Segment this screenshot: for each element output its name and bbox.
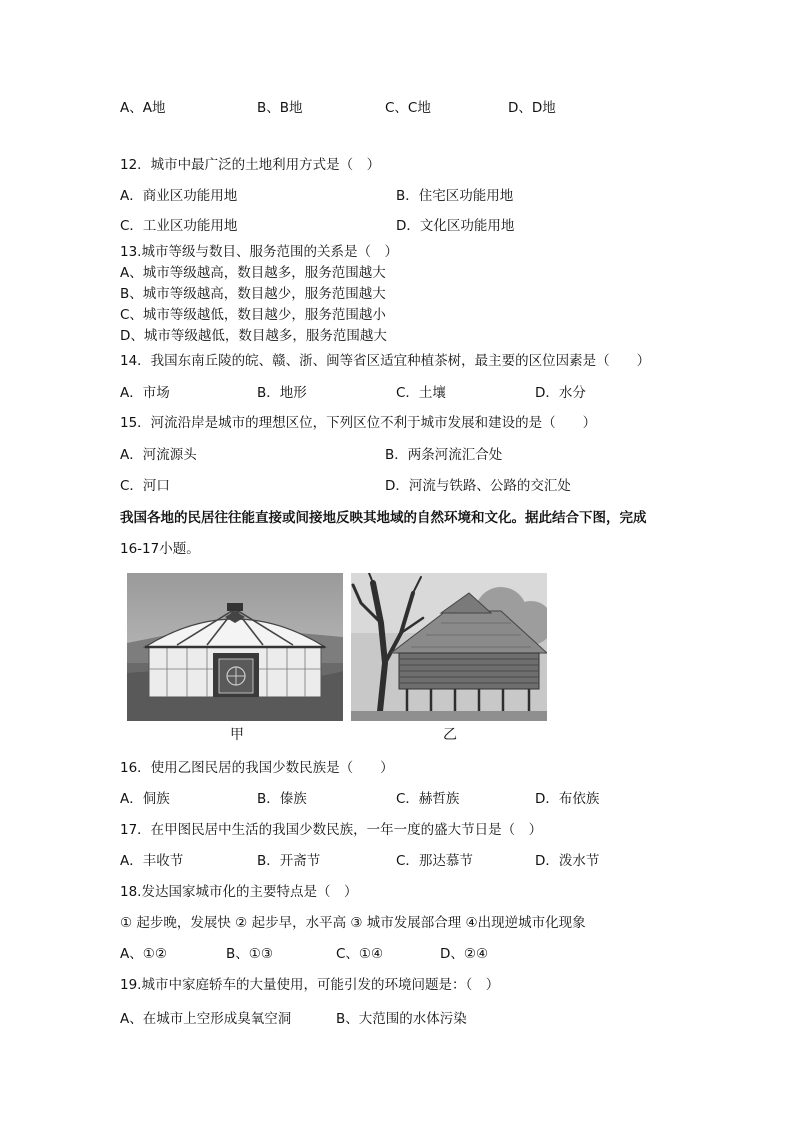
q16-stem: 16．使用乙图民居的我国少数民族是（ ） bbox=[120, 760, 394, 776]
q14-option-c: C．土壤 bbox=[396, 385, 446, 401]
q16-option-a: A．侗族 bbox=[120, 791, 170, 807]
q18-option-a: A、①② bbox=[120, 946, 167, 962]
q12-option-d: D．文化区功能用地 bbox=[396, 218, 515, 234]
caption-yi: 乙 bbox=[443, 727, 457, 743]
q17-option-c: C．那达慕节 bbox=[396, 853, 473, 869]
yurt-photo bbox=[127, 573, 343, 721]
q16-option-c: C．赫哲族 bbox=[396, 791, 460, 807]
q13-stem: 13.城市等级与数目、服务范围的关系是（ ） bbox=[120, 244, 398, 260]
q12-option-b: B．住宅区功能用地 bbox=[396, 188, 514, 204]
intro-line-1: 我国各地的民居往往能直接或间接地反映其地域的自然环境和文化。据此结合下图，完成 bbox=[120, 510, 647, 526]
q13-option-d: D、城市等级越低，数目越多，服务范围越大 bbox=[120, 328, 387, 344]
q17-option-d: D．泼水节 bbox=[535, 853, 600, 869]
q14-option-a: A．市场 bbox=[120, 385, 170, 401]
q12-option-a: A．商业区功能用地 bbox=[120, 188, 238, 204]
q15-option-b: B．两条河流汇合处 bbox=[385, 447, 503, 463]
q19-option-b: B、大范围的水体污染 bbox=[336, 1011, 467, 1027]
q18-option-b: B、①③ bbox=[226, 946, 273, 962]
q14-option-b: B．地形 bbox=[257, 385, 307, 401]
q16-option-b: B．傣族 bbox=[257, 791, 307, 807]
q18-statements: ① 起步晚，发展快 ② 起步早，水平高 ③ 城市发展部合理 ④出现逆城市化现象 bbox=[120, 915, 586, 931]
stilt-house-photo bbox=[351, 573, 547, 721]
q13-option-a: A、城市等级越高，数目越多，服务范围越大 bbox=[120, 265, 386, 281]
q13-option-c: C、城市等级越低，数目越少，服务范围越小 bbox=[120, 307, 386, 323]
q17-stem: 17．在甲图民居中生活的我国少数民族，一年一度的盛大节日是（ ） bbox=[120, 822, 543, 838]
q15-option-c: C．河口 bbox=[120, 478, 170, 494]
q19-option-a: A、在城市上空形成臭氧空洞 bbox=[120, 1011, 292, 1027]
q13-option-b: B、城市等级越高，数目越少，服务范围越大 bbox=[120, 286, 386, 302]
q12-option-c: C．工业区功能用地 bbox=[120, 218, 238, 234]
q12-stem: 12．城市中最广泛的土地利用方式是（ ） bbox=[120, 157, 381, 173]
q11-option-c: C、C地 bbox=[385, 100, 431, 116]
q15-option-d: D．河流与铁路、公路的交汇处 bbox=[385, 478, 571, 494]
caption-jia: 甲 bbox=[230, 727, 244, 743]
intro-line-2: 16-17小题。 bbox=[120, 541, 200, 557]
q16-option-d: D．布依族 bbox=[535, 791, 600, 807]
q14-stem: 14．我国东南丘陵的皖、赣、浙、闽等省区适宜种植茶树，最主要的区位因素是（ ） bbox=[120, 353, 651, 369]
q14-option-d: D．水分 bbox=[535, 385, 586, 401]
q19-stem: 19.城市中家庭轿车的大量使用，可能引发的环境问题是：（ ） bbox=[120, 977, 500, 993]
q15-stem: 15．河流沿岸是城市的理想区位，下列区位不利于城市发展和建设的是（ ） bbox=[120, 415, 597, 431]
q18-stem: 18.发达国家城市化的主要特点是（ ） bbox=[120, 884, 358, 900]
q11-option-b: B、B地 bbox=[257, 100, 303, 116]
q17-option-b: B．开斋节 bbox=[257, 853, 321, 869]
q15-option-a: A．河流源头 bbox=[120, 447, 197, 463]
q18-option-c: C、①④ bbox=[336, 946, 384, 962]
q11-option-a: A、A地 bbox=[120, 100, 166, 116]
yurt-illustration bbox=[127, 573, 343, 721]
q11-option-d: D、D地 bbox=[508, 100, 556, 116]
q18-option-d: D、②④ bbox=[440, 946, 489, 962]
q17-option-a: A．丰收节 bbox=[120, 853, 184, 869]
stilt-house-illustration bbox=[351, 573, 547, 721]
